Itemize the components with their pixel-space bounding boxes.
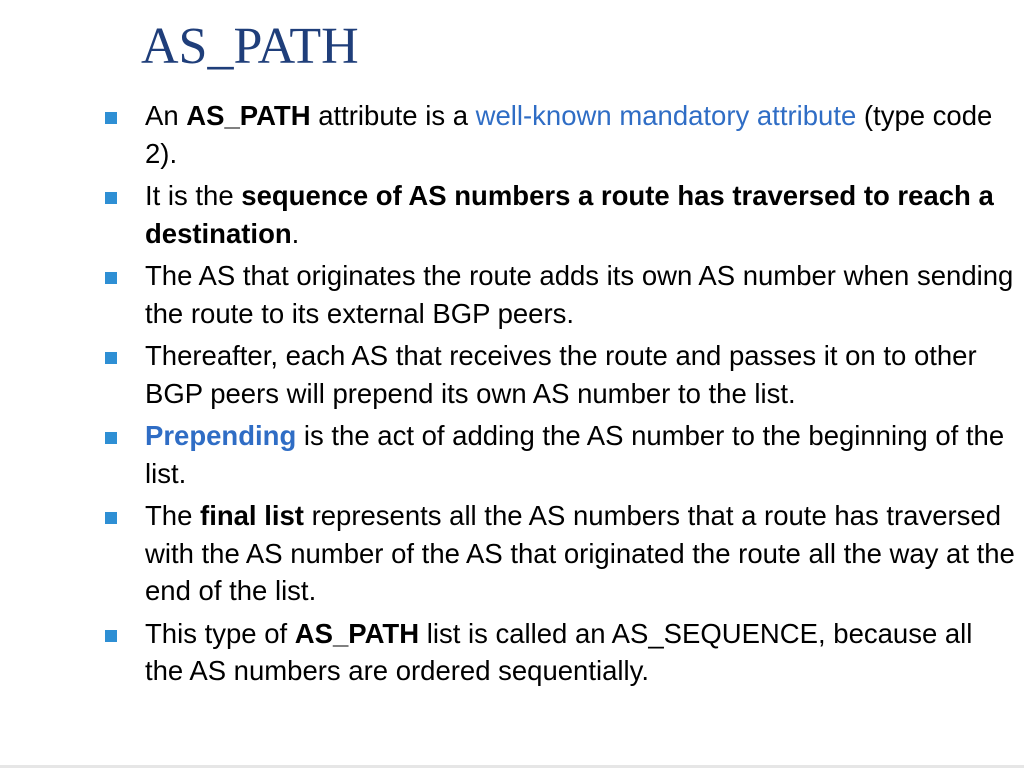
square-bullet-icon [105, 192, 117, 204]
bullet-text-segment: Prepending [145, 420, 297, 451]
bullet-item [105, 417, 1015, 492]
bullet-text-segment: AS_PATH [186, 100, 311, 131]
square-bullet-icon [105, 512, 117, 524]
bullet-item [105, 337, 1015, 412]
bullet-item [105, 615, 1015, 690]
bullet-text-segment: (type code 2). [145, 100, 993, 169]
bullet-text-segment: This type of [145, 617, 295, 649]
bullet-text-segment: represents all the AS numbers that a route has traversed with the AS number of the AS that originated the route all the way at the end of the list. [145, 500, 1015, 606]
bullet-item [105, 257, 1015, 332]
bullet-text-segment: attribute is a [310, 100, 476, 131]
bullet-text-segment: Thereafter, each AS that receives the route and passes it on to other BGP peers will prepend its own AS number to the list. [145, 340, 977, 409]
bullet-item [105, 97, 1015, 172]
bullet-text-segment: An [145, 100, 187, 131]
bullet-text-segment: . [291, 217, 300, 249]
bullet-text-segment: list is called an AS_SEQUENCE, because all the AS numbers are ordered sequentially. [145, 617, 973, 686]
bullet-text-segment: sequence of AS numbers a route has traversed to reach a destination [145, 180, 994, 249]
square-bullet-icon [105, 352, 117, 364]
square-bullet-icon [105, 112, 117, 124]
square-bullet-icon [105, 272, 117, 284]
bullet-list [105, 97, 1015, 695]
bullet-text-segment: final list [200, 500, 304, 531]
square-bullet-icon [105, 432, 117, 444]
square-bullet-icon [105, 630, 117, 642]
bullet-text-segment: The [145, 500, 201, 531]
bullet-text-segment: It is the [145, 180, 242, 211]
bullet-item [105, 177, 1015, 252]
slide-title: AS_PATH [141, 18, 359, 75]
bullet-text-segment: well-known mandatory attribute [475, 100, 857, 131]
bullet-text-segment: AS_PATH [294, 617, 420, 649]
bullet-text-segment: is the act of adding the AS number to the beginning of the list. [145, 420, 1005, 489]
bullet-text-segment: The AS that originates the route adds its own AS number when sending the route to its external BGP peers. [145, 260, 1014, 329]
bullet-item [105, 497, 1015, 610]
